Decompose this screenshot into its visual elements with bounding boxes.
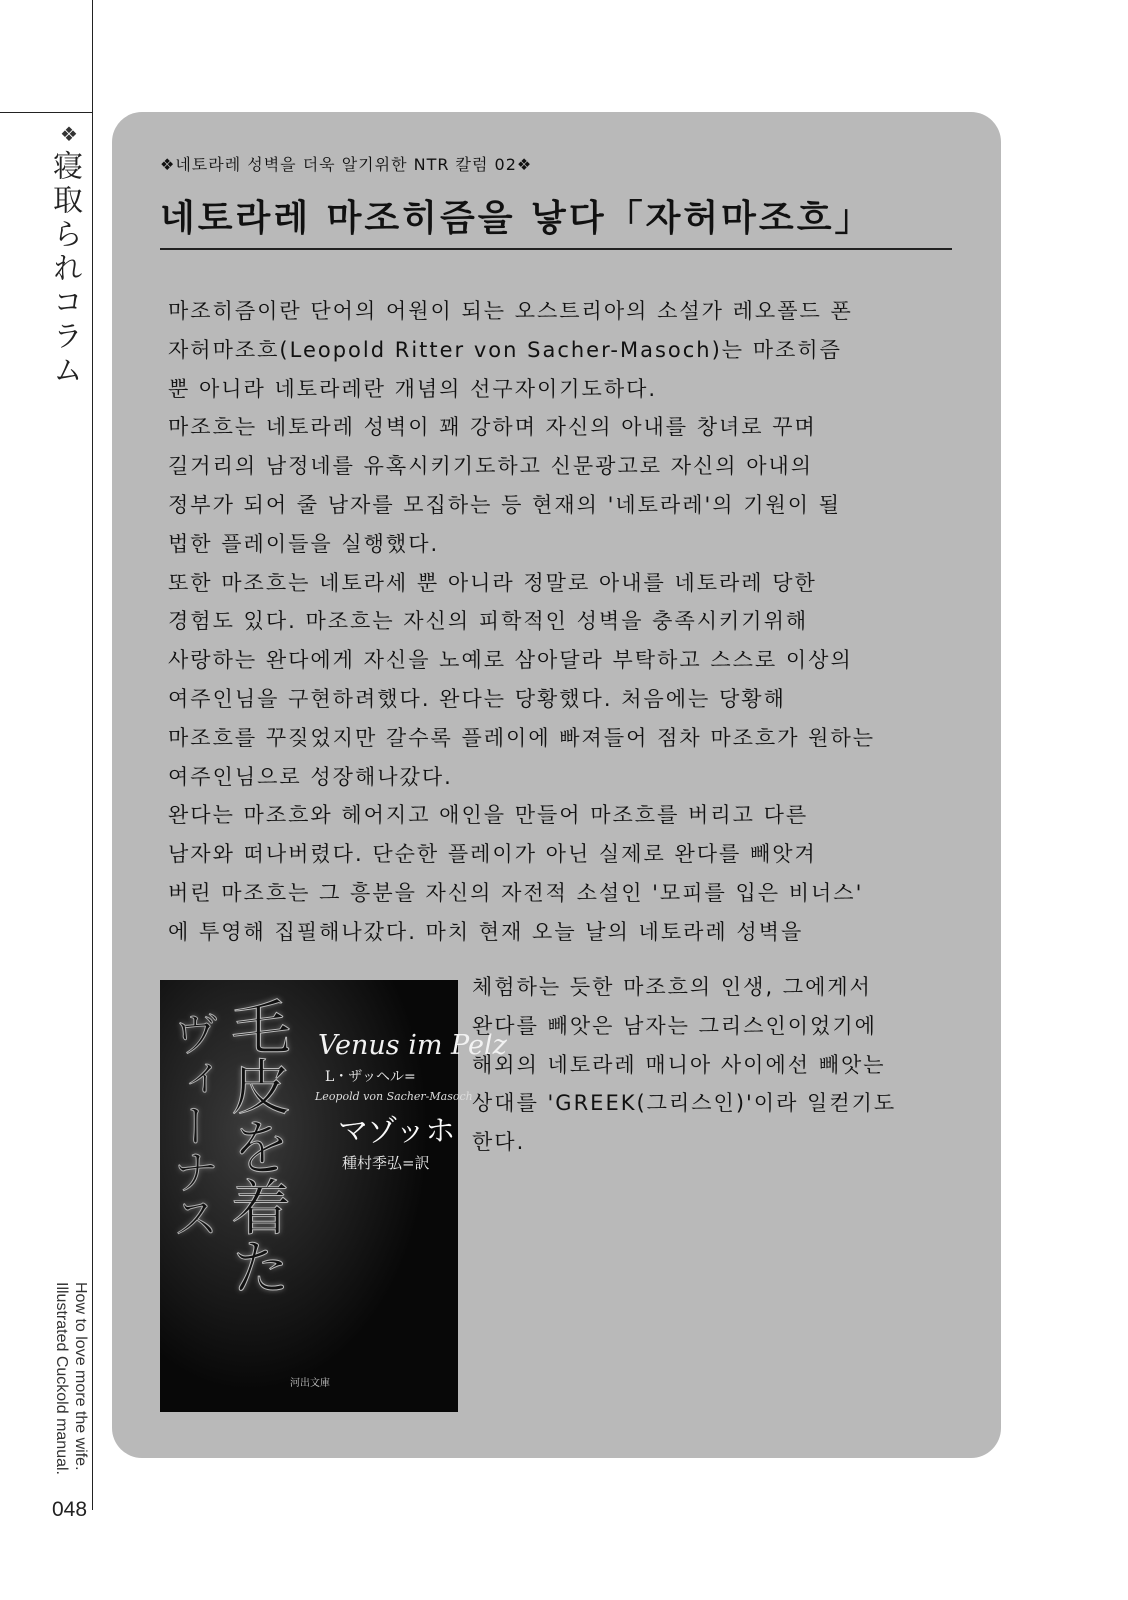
column-kicker: ❖네토라레 성벽을 더욱 알기위한 NTR 칼럼 02❖ xyxy=(160,155,533,174)
body-line: 마조히즘이란 단어의 어원이 되는 오스트리아의 소설가 레오폴드 폰 xyxy=(168,299,853,323)
sidebar-english-line-1: How to love more the wife. xyxy=(72,1282,89,1471)
cover-translator: 種村季弘=訳 xyxy=(342,1154,430,1172)
body-line: 완다는 마조흐와 헤어지고 애인을 만들어 마조흐를 버리고 다른 xyxy=(168,803,809,828)
margin-tick-rule xyxy=(0,112,93,113)
side-line: 상대를 'GREEK(그리스인)'이라 일컫기도 xyxy=(472,1091,897,1116)
body-line: 버린 마조흐는 그 흥분을 자신의 자전적 소설인 '모피를 입은 비너스' xyxy=(168,880,864,905)
body-line: 여주인님으로 성장해나갔다. xyxy=(168,764,453,789)
cover-title-jp-venus: ヴィーナス xyxy=(166,1010,220,1240)
body-line: 남자와 떠나버렸다. 단순한 플레이가 아닌 실제로 완다를 빼앗겨 xyxy=(168,842,817,867)
body-line: 뿐 아니라 네토라레란 개념의 선구자이기도하다. xyxy=(168,376,658,401)
diamond-icon: ❖ xyxy=(60,122,78,146)
body-line: 사랑하는 완다에게 자신을 노예로 삼아달라 부탁하고 스스로 이상의 xyxy=(168,648,853,673)
side-line: 체험하는 듯한 마조흐의 인생, 그에게서 xyxy=(472,975,872,999)
sidebar-english-caption xyxy=(50,1282,90,1482)
column-headline: 네토라레 마조히즘을 낳다「자허마조흐」 xyxy=(160,198,874,239)
body-line: 에 투영해 집필해나갔다. 마치 현재 오늘 날의 네토라레 성벽을 xyxy=(168,919,804,944)
cover-author-latin: Leopold von Sacher-Masoch xyxy=(315,1090,473,1103)
headline-underline xyxy=(160,248,952,250)
body-line: 길거리의 남정네를 유혹시키기도하고 신문광고로 자신의 아내의 xyxy=(168,454,814,479)
cover-title-latin: Venus im Pelz xyxy=(318,1030,507,1061)
cover-publisher: 河出文庫 xyxy=(290,1378,330,1389)
sidebar-column-title: 寝取られコラム xyxy=(47,150,82,388)
page-number: 048 xyxy=(52,1498,88,1521)
side-line: 한다. xyxy=(472,1130,526,1155)
margin-rule xyxy=(92,0,93,1510)
body-line: 마조흐를 꾸짖었지만 갈수록 플레이에 빠져들어 점차 마조흐가 원하는 xyxy=(168,725,876,750)
side-line: 완다를 빼앗은 남자는 그리스인이었기에 xyxy=(472,1013,877,1038)
body-line: 경험도 있다. 마조흐는 자신의 피학적인 성벽을 충족시키기위해 xyxy=(168,609,809,634)
body-line: 여주인님을 구현하려했다. 완다는 당황했다. 처음에는 당황해 xyxy=(168,686,786,711)
body-line: 자허마조흐(Leopold Ritter von Sacher-Masoch)는 마조히즘 xyxy=(168,337,842,362)
body-line: 정부가 되어 줄 남자를 모집하는 등 현재의 '네토라레'의 기원이 될 xyxy=(168,492,842,517)
sidebar-english-line-2: Illustrated Cuckold manual. xyxy=(53,1282,70,1475)
body-text xyxy=(168,292,988,952)
side-line: 해외의 네토라레 매니아 사이에선 빼앗는 xyxy=(472,1052,886,1077)
cover-title-jp-fur: 毛皮を着た xyxy=(221,996,291,1296)
body-line: 법한 플레이들을 실행했다. xyxy=(168,531,440,556)
side-text xyxy=(472,968,972,1162)
cover-author-jp-large: マゾッホ xyxy=(338,1114,456,1149)
body-line: 또한 마조흐는 네토라세 뿐 아니라 정말로 아내를 네토라레 당한 xyxy=(168,570,817,595)
cover-author-jp: L・ザッヘル= xyxy=(325,1069,416,1085)
body-line: 마조흐는 네토라레 성벽이 꽤 강하며 자신의 아내를 창녀로 꾸며 xyxy=(168,415,817,440)
